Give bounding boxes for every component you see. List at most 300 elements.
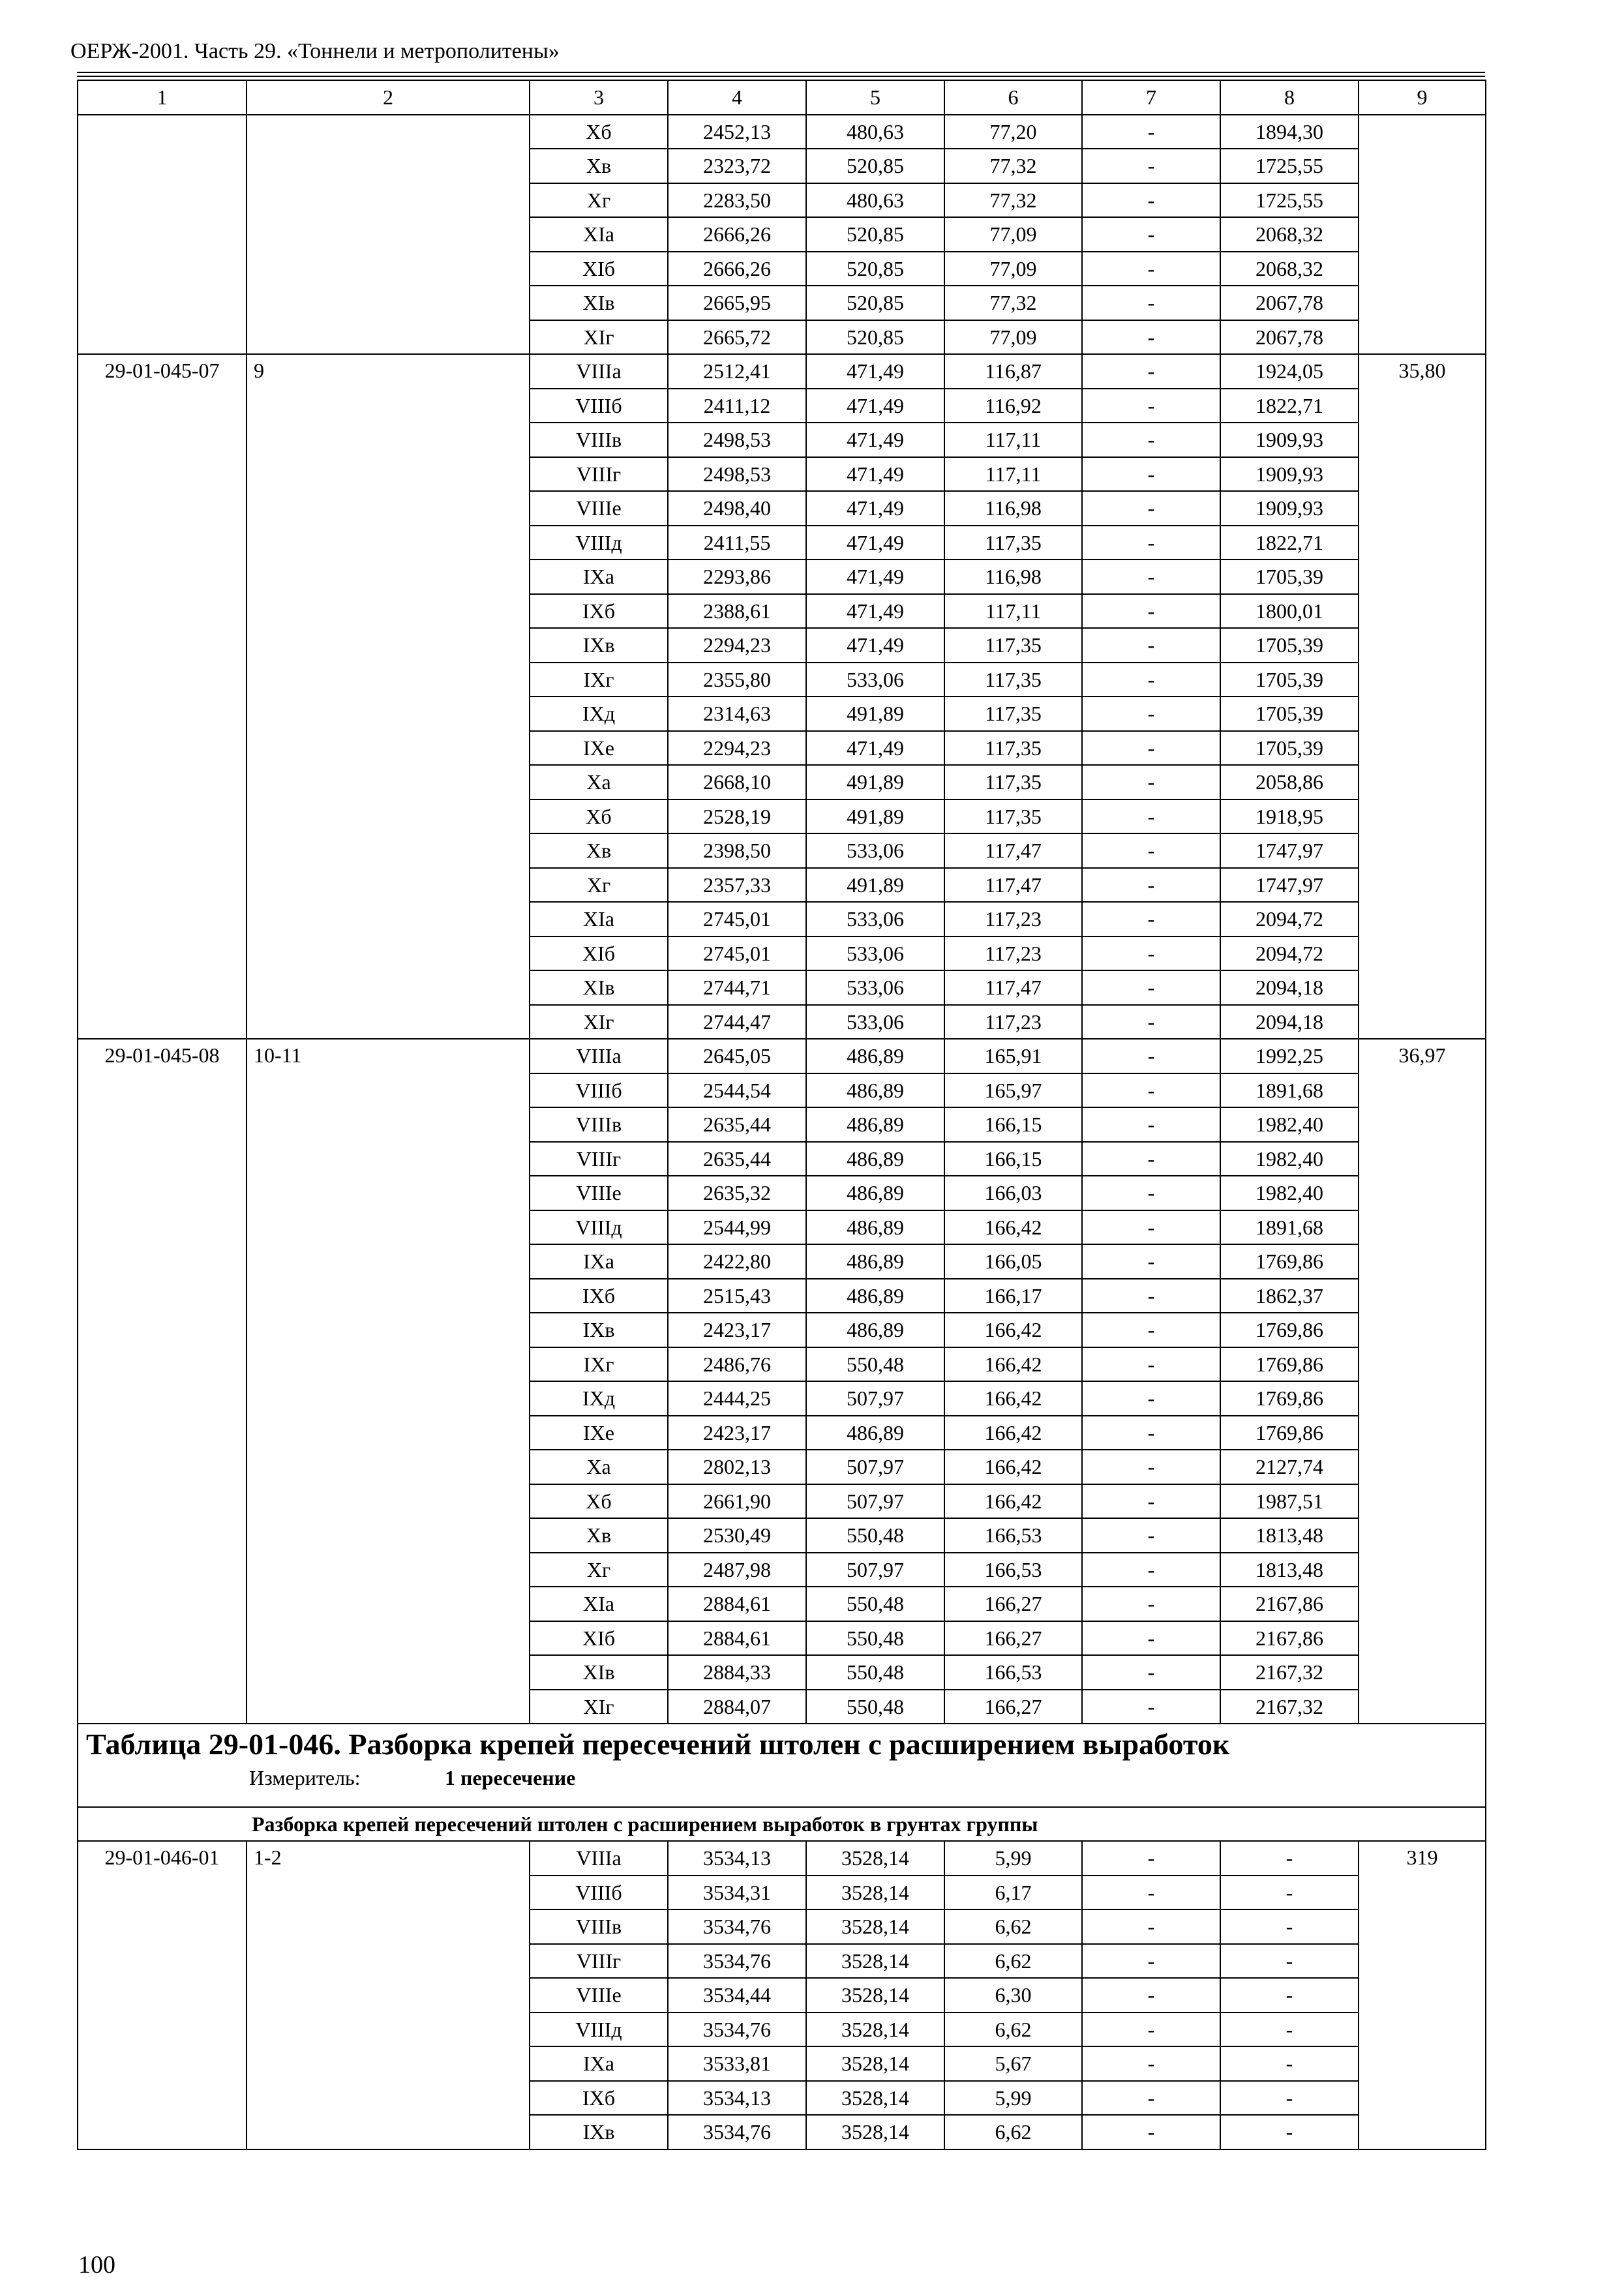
machine-cost-cell: 117,23 <box>944 936 1082 971</box>
group-param-cell: 10-11 <box>247 1039 530 1724</box>
total-cost-cell: 2411,55 <box>668 526 806 560</box>
materials-cell: 1747,97 <box>1220 868 1359 903</box>
machine-cost-cell: 116,98 <box>944 560 1082 594</box>
machinist-wages-cell: - <box>1082 1005 1220 1040</box>
soil-category-cell: IXв <box>530 2115 668 2149</box>
soil-category-cell: Xа <box>530 1450 668 1484</box>
machinist-wages-cell: - <box>1082 1553 1220 1587</box>
materials-cell: 1918,95 <box>1220 800 1359 834</box>
machine-cost-cell: 6,30 <box>944 1978 1082 2012</box>
soil-category-cell: XIв <box>530 286 668 320</box>
machine-cost-cell: 5,99 <box>944 1841 1082 1876</box>
soil-category-cell: VIIIе <box>530 491 668 526</box>
total-cost-cell: 2665,95 <box>668 286 806 320</box>
soil-category-cell: VIIIд <box>530 526 668 560</box>
materials-cell: 2058,86 <box>1220 765 1359 800</box>
machinist-wages-cell: - <box>1082 1347 1220 1382</box>
table-title-row <box>78 1724 1486 1807</box>
wages-cell: 550,48 <box>806 1518 944 1553</box>
wages-cell: 520,85 <box>806 320 944 355</box>
materials-cell: 1894,30 <box>1220 115 1359 149</box>
wages-cell: 3528,14 <box>806 1909 944 1944</box>
wages-cell: 507,97 <box>806 1484 944 1519</box>
total-cost-cell: 2661,90 <box>668 1484 806 1519</box>
total-cost-cell: 2544,54 <box>668 1073 806 1108</box>
total-cost-cell: 2668,10 <box>668 765 806 800</box>
total-cost-cell: 2355,80 <box>668 663 806 697</box>
group-heading: Разборка крепей пересечений штолен с расширением выработок в грунтах группы <box>78 1807 1486 1841</box>
wages-cell: 550,48 <box>806 1587 944 1621</box>
machinist-wages-cell: - <box>1082 2046 1220 2081</box>
wages-cell: 533,06 <box>806 936 944 971</box>
machinist-wages-cell: - <box>1082 354 1220 389</box>
wages-cell: 471,49 <box>806 594 944 629</box>
machine-cost-cell: 5,99 <box>944 2081 1082 2116</box>
total-cost-cell: 2323,72 <box>668 149 806 183</box>
column-number: 1 <box>78 80 247 115</box>
machinist-wages-cell: - <box>1082 217 1220 252</box>
machinist-wages-cell: - <box>1082 1073 1220 1108</box>
soil-category-cell: Xв <box>530 149 668 183</box>
machine-cost-cell: 166,42 <box>944 1484 1082 1519</box>
total-cost-cell: 2884,07 <box>668 1690 806 1724</box>
materials-cell: 1909,93 <box>1220 457 1359 492</box>
total-cost-cell: 2745,01 <box>668 936 806 971</box>
column-number: 5 <box>806 80 944 115</box>
machinist-wages-cell: - <box>1082 1841 1220 1876</box>
group-param-cell: 9 <box>247 354 530 1039</box>
machinist-wages-cell: - <box>1082 1909 1220 1944</box>
soil-category-cell: VIIIд <box>530 2012 668 2047</box>
machine-cost-cell: 166,42 <box>944 1347 1082 1382</box>
machine-cost-cell: 166,17 <box>944 1279 1082 1313</box>
machine-cost-cell: 166,53 <box>944 1655 1082 1690</box>
machinist-wages-cell: - <box>1082 800 1220 834</box>
total-cost-cell: 2744,71 <box>668 970 806 1005</box>
machine-cost-cell: 117,23 <box>944 902 1082 936</box>
soil-category-cell: VIIIв <box>530 1909 668 1944</box>
machine-cost-cell: 117,47 <box>944 970 1082 1005</box>
wages-cell: 520,85 <box>806 149 944 183</box>
soil-category-cell: IXв <box>530 1313 668 1347</box>
machine-cost-cell: 117,23 <box>944 1005 1082 1040</box>
machine-cost-cell: 166,27 <box>944 1690 1082 1724</box>
soil-category-cell: IXг <box>530 1347 668 1382</box>
machinist-wages-cell: - <box>1082 1244 1220 1279</box>
machinist-wages-cell: - <box>1082 457 1220 492</box>
column-number: 2 <box>247 80 530 115</box>
meter-label: Измеритель: <box>249 1766 361 1789</box>
wages-cell: 471,49 <box>806 560 944 594</box>
wages-cell: 3528,14 <box>806 2046 944 2081</box>
soil-category-cell: IXв <box>530 628 668 663</box>
total-cost-cell: 2423,17 <box>668 1416 806 1450</box>
group-value-cell: 36,97 <box>1359 1039 1486 1724</box>
machine-cost-cell: 117,47 <box>944 833 1082 868</box>
machine-cost-cell: 166,27 <box>944 1621 1082 1656</box>
machine-cost-cell: 166,05 <box>944 1244 1082 1279</box>
machine-cost-cell: 77,09 <box>944 320 1082 355</box>
machinist-wages-cell: - <box>1082 696 1220 731</box>
materials-cell: - <box>1220 2012 1359 2047</box>
soil-category-cell: IXа <box>530 560 668 594</box>
wages-cell: 507,97 <box>806 1450 944 1484</box>
materials-cell: 1909,93 <box>1220 491 1359 526</box>
wages-cell: 486,89 <box>806 1107 944 1142</box>
wages-cell: 533,06 <box>806 1005 944 1040</box>
wages-cell: 471,49 <box>806 389 944 423</box>
soil-category-cell: IXб <box>530 594 668 629</box>
materials-cell: 2067,78 <box>1220 320 1359 355</box>
group-value-cell: 319 <box>1359 1841 1486 2149</box>
materials-cell: 1725,55 <box>1220 183 1359 218</box>
meter-line <box>86 1767 1485 1788</box>
materials-cell: 1705,39 <box>1220 560 1359 594</box>
wages-cell: 3528,14 <box>806 2012 944 2047</box>
machine-cost-cell: 116,98 <box>944 491 1082 526</box>
total-cost-cell: 2314,63 <box>668 696 806 731</box>
materials-cell: 1822,71 <box>1220 526 1359 560</box>
soil-category-cell: Xа <box>530 765 668 800</box>
machinist-wages-cell: - <box>1082 1313 1220 1347</box>
wages-cell: 486,89 <box>806 1313 944 1347</box>
soil-category-cell: VIIIа <box>530 1039 668 1073</box>
machinist-wages-cell: - <box>1082 1176 1220 1210</box>
wages-cell: 486,89 <box>806 1039 944 1073</box>
soil-category-cell: IXа <box>530 2046 668 2081</box>
wages-cell: 3528,14 <box>806 1876 944 1910</box>
soil-category-cell: IXа <box>530 1244 668 1279</box>
machine-cost-cell: 166,53 <box>944 1518 1082 1553</box>
soil-category-cell: XIб <box>530 936 668 971</box>
total-cost-cell: 3534,44 <box>668 1978 806 2012</box>
materials-cell: - <box>1220 1978 1359 2012</box>
machine-cost-cell: 6,62 <box>944 1944 1082 1979</box>
machinist-wages-cell: - <box>1082 1944 1220 1979</box>
header-rule <box>77 72 1485 73</box>
wages-cell: 533,06 <box>806 970 944 1005</box>
machine-cost-cell: 166,42 <box>944 1313 1082 1347</box>
machine-cost-cell: 166,15 <box>944 1107 1082 1142</box>
materials-cell: 1705,39 <box>1220 696 1359 731</box>
wages-cell: 507,97 <box>806 1553 944 1587</box>
materials-cell: 1769,86 <box>1220 1244 1359 1279</box>
total-cost-cell: 2744,47 <box>668 1005 806 1040</box>
materials-cell: - <box>1220 2046 1359 2081</box>
column-number-row <box>78 80 1486 115</box>
wages-cell: 3528,14 <box>806 1978 944 2012</box>
machine-cost-cell: 116,87 <box>944 354 1082 389</box>
total-cost-cell: 2486,76 <box>668 1347 806 1382</box>
total-cost-cell: 3534,76 <box>668 2115 806 2149</box>
machinist-wages-cell: - <box>1082 2012 1220 2047</box>
soil-category-cell: Xг <box>530 1553 668 1587</box>
total-cost-cell: 2388,61 <box>668 594 806 629</box>
materials-cell: 2067,78 <box>1220 286 1359 320</box>
machinist-wages-cell: - <box>1082 663 1220 697</box>
total-cost-cell: 2498,53 <box>668 457 806 492</box>
materials-cell: 1800,01 <box>1220 594 1359 629</box>
wages-cell: 3528,14 <box>806 2081 944 2116</box>
machine-cost-cell: 117,35 <box>944 663 1082 697</box>
rate-code-cell: 29-01-046-01 <box>78 1841 247 2149</box>
soil-category-cell: VIIIв <box>530 1107 668 1142</box>
machine-cost-cell: 117,35 <box>944 628 1082 663</box>
materials-cell: 2167,86 <box>1220 1587 1359 1621</box>
total-cost-cell: 2802,13 <box>668 1450 806 1484</box>
soil-category-cell: VIIIа <box>530 1841 668 1876</box>
soil-category-cell: IXе <box>530 731 668 766</box>
soil-category-cell: XIа <box>530 1587 668 1621</box>
materials-cell: 1747,97 <box>1220 833 1359 868</box>
wages-cell: 520,85 <box>806 286 944 320</box>
total-cost-cell: 3534,31 <box>668 1876 806 1910</box>
wages-cell: 3528,14 <box>806 1944 944 1979</box>
machine-cost-cell: 6,17 <box>944 1876 1082 1910</box>
soil-category-cell: XIг <box>530 320 668 355</box>
soil-category-cell: Xг <box>530 868 668 903</box>
materials-cell: 1769,86 <box>1220 1416 1359 1450</box>
machine-cost-cell: 117,11 <box>944 594 1082 629</box>
total-cost-cell: 2487,98 <box>668 1553 806 1587</box>
total-cost-cell: 2283,50 <box>668 183 806 218</box>
machine-cost-cell: 117,35 <box>944 526 1082 560</box>
soil-category-cell: Xг <box>530 183 668 218</box>
materials-cell: 2167,32 <box>1220 1690 1359 1724</box>
total-cost-cell: 3534,76 <box>668 2012 806 2047</box>
machinist-wages-cell: - <box>1082 731 1220 766</box>
page-number: 100 <box>78 2251 115 2279</box>
machine-cost-cell: 77,20 <box>944 115 1082 149</box>
table-body <box>78 80 1486 2149</box>
materials-cell: 1862,37 <box>1220 1279 1359 1313</box>
materials-cell: 1705,39 <box>1220 663 1359 697</box>
table-title-cell <box>78 1724 1486 1807</box>
column-number: 6 <box>944 80 1082 115</box>
machine-cost-cell: 5,67 <box>944 2046 1082 2081</box>
wages-cell: 480,63 <box>806 115 944 149</box>
wages-cell: 471,49 <box>806 354 944 389</box>
wages-cell: 550,48 <box>806 1347 944 1382</box>
wages-cell: 471,49 <box>806 526 944 560</box>
total-cost-cell: 2530,49 <box>668 1518 806 1553</box>
soil-category-cell: VIIIг <box>530 457 668 492</box>
total-cost-cell: 2294,23 <box>668 628 806 663</box>
materials-cell: 1891,68 <box>1220 1073 1359 1108</box>
machine-cost-cell: 77,09 <box>944 252 1082 286</box>
materials-cell: - <box>1220 1909 1359 1944</box>
machinist-wages-cell: - <box>1082 1621 1220 1656</box>
materials-cell: 1891,68 <box>1220 1210 1359 1245</box>
machinist-wages-cell: - <box>1082 286 1220 320</box>
page-header: ОЕРЖ-2001. Часть 29. «Тоннели и метрополитены» <box>70 39 560 63</box>
wages-cell: 486,89 <box>806 1416 944 1450</box>
machinist-wages-cell: - <box>1082 149 1220 183</box>
machinist-wages-cell: - <box>1082 423 1220 457</box>
wages-cell: 491,89 <box>806 765 944 800</box>
machinist-wages-cell: - <box>1082 1484 1220 1519</box>
rates-table <box>77 80 1486 2150</box>
materials-cell: 1982,40 <box>1220 1107 1359 1142</box>
total-cost-cell: 2411,12 <box>668 389 806 423</box>
machine-cost-cell: 77,32 <box>944 286 1082 320</box>
machinist-wages-cell: - <box>1082 594 1220 629</box>
table-row <box>78 115 1486 149</box>
materials-cell: 1924,05 <box>1220 354 1359 389</box>
soil-category-cell: VIIIг <box>530 1944 668 1979</box>
total-cost-cell: 2884,33 <box>668 1655 806 1690</box>
soil-category-cell: VIIIд <box>530 1210 668 1245</box>
materials-cell: 1813,48 <box>1220 1553 1359 1587</box>
machine-cost-cell: 166,42 <box>944 1210 1082 1245</box>
materials-cell: 1705,39 <box>1220 628 1359 663</box>
materials-cell: - <box>1220 2081 1359 2116</box>
materials-cell: 2068,32 <box>1220 252 1359 286</box>
machinist-wages-cell: - <box>1082 970 1220 1005</box>
materials-cell: 1982,40 <box>1220 1176 1359 1210</box>
machine-cost-cell: 165,97 <box>944 1073 1082 1108</box>
wages-cell: 533,06 <box>806 902 944 936</box>
wages-cell: 550,48 <box>806 1655 944 1690</box>
total-cost-cell: 2544,99 <box>668 1210 806 1245</box>
materials-cell: 1769,86 <box>1220 1381 1359 1416</box>
machinist-wages-cell: - <box>1082 628 1220 663</box>
column-number: 7 <box>1082 80 1220 115</box>
machine-cost-cell: 166,42 <box>944 1450 1082 1484</box>
total-cost-cell: 2635,44 <box>668 1142 806 1176</box>
soil-category-cell: VIIIб <box>530 1876 668 1910</box>
machinist-wages-cell: - <box>1082 1978 1220 2012</box>
soil-category-cell: IXб <box>530 1279 668 1313</box>
total-cost-cell: 2515,43 <box>668 1279 806 1313</box>
machine-cost-cell: 116,92 <box>944 389 1082 423</box>
table-row <box>78 354 1486 389</box>
machine-cost-cell: 166,27 <box>944 1587 1082 1621</box>
machinist-wages-cell: - <box>1082 2115 1220 2149</box>
total-cost-cell: 2884,61 <box>668 1587 806 1621</box>
machine-cost-cell: 166,15 <box>944 1142 1082 1176</box>
meter-value: 1 пересечение <box>445 1766 576 1789</box>
soil-category-cell: XIа <box>530 902 668 936</box>
soil-category-cell: IXд <box>530 1381 668 1416</box>
wages-cell: 486,89 <box>806 1073 944 1108</box>
machinist-wages-cell: - <box>1082 1381 1220 1416</box>
materials-cell: 1822,71 <box>1220 389 1359 423</box>
soil-category-cell: VIIIв <box>530 423 668 457</box>
materials-cell: 2094,18 <box>1220 1005 1359 1040</box>
machinist-wages-cell: - <box>1082 389 1220 423</box>
materials-cell: 2068,32 <box>1220 217 1359 252</box>
soil-category-cell: VIIIг <box>530 1142 668 1176</box>
machine-cost-cell: 166,53 <box>944 1553 1082 1587</box>
materials-cell: 2094,18 <box>1220 970 1359 1005</box>
machinist-wages-cell: - <box>1082 1690 1220 1724</box>
wages-cell: 471,49 <box>806 731 944 766</box>
column-number: 3 <box>530 80 668 115</box>
total-cost-cell: 2423,17 <box>668 1313 806 1347</box>
machine-cost-cell: 6,62 <box>944 2012 1082 2047</box>
soil-category-cell: Xб <box>530 1484 668 1519</box>
wages-cell: 491,89 <box>806 800 944 834</box>
soil-category-cell: VIIIб <box>530 1073 668 1108</box>
soil-category-cell: Xб <box>530 115 668 149</box>
machinist-wages-cell: - <box>1082 1655 1220 1690</box>
soil-category-cell: IXб <box>530 2081 668 2116</box>
wages-cell: 520,85 <box>806 217 944 252</box>
machinist-wages-cell: - <box>1082 765 1220 800</box>
soil-category-cell: XIв <box>530 970 668 1005</box>
materials-cell: - <box>1220 1841 1359 1876</box>
empty-cell <box>247 115 530 355</box>
table-row <box>78 1841 1486 1876</box>
machine-cost-cell: 77,32 <box>944 183 1082 218</box>
materials-cell: 1769,86 <box>1220 1313 1359 1347</box>
machinist-wages-cell: - <box>1082 526 1220 560</box>
total-cost-cell: 2444,25 <box>668 1381 806 1416</box>
machinist-wages-cell: - <box>1082 1450 1220 1484</box>
soil-category-cell: Xв <box>530 1518 668 1553</box>
total-cost-cell: 2884,61 <box>668 1621 806 1656</box>
total-cost-cell: 3534,76 <box>668 1944 806 1979</box>
materials-cell: 1769,86 <box>1220 1347 1359 1382</box>
total-cost-cell: 2635,32 <box>668 1176 806 1210</box>
machine-cost-cell: 166,42 <box>944 1381 1082 1416</box>
total-cost-cell: 3534,13 <box>668 1841 806 1876</box>
materials-cell: - <box>1220 2115 1359 2149</box>
total-cost-cell: 3534,13 <box>668 2081 806 2116</box>
machine-cost-cell: 117,35 <box>944 696 1082 731</box>
soil-category-cell: IXд <box>530 696 668 731</box>
soil-category-cell: Xв <box>530 833 668 868</box>
wages-cell: 533,06 <box>806 833 944 868</box>
soil-category-cell: XIа <box>530 217 668 252</box>
materials-cell: 2167,86 <box>1220 1621 1359 1656</box>
materials-cell: 1705,39 <box>1220 731 1359 766</box>
total-cost-cell: 2498,53 <box>668 423 806 457</box>
total-cost-cell: 2422,80 <box>668 1244 806 1279</box>
empty-cell <box>1359 115 1486 355</box>
wages-cell: 533,06 <box>806 663 944 697</box>
materials-cell: 1992,25 <box>1220 1039 1359 1073</box>
wages-cell: 486,89 <box>806 1142 944 1176</box>
machine-cost-cell: 166,03 <box>944 1176 1082 1210</box>
machine-cost-cell: 77,09 <box>944 217 1082 252</box>
machinist-wages-cell: - <box>1082 1039 1220 1073</box>
materials-cell: - <box>1220 1944 1359 1979</box>
wages-cell: 491,89 <box>806 868 944 903</box>
machinist-wages-cell: - <box>1082 1107 1220 1142</box>
machinist-wages-cell: - <box>1082 1876 1220 1910</box>
machinist-wages-cell: - <box>1082 833 1220 868</box>
table-title: Таблица 29-01-046. Разборка крепей пересечений штолен с расширением выработок <box>86 1728 1230 1761</box>
total-cost-cell: 2645,05 <box>668 1039 806 1073</box>
group-heading-row <box>78 1807 1486 1841</box>
soil-category-cell: VIIIе <box>530 1978 668 2012</box>
total-cost-cell: 2452,13 <box>668 115 806 149</box>
machinist-wages-cell: - <box>1082 560 1220 594</box>
rate-code-cell: 29-01-045-08 <box>78 1039 247 1724</box>
column-number: 9 <box>1359 80 1486 115</box>
total-cost-cell: 2666,26 <box>668 252 806 286</box>
machine-cost-cell: 117,35 <box>944 731 1082 766</box>
wages-cell: 507,97 <box>806 1381 944 1416</box>
machine-cost-cell: 117,11 <box>944 457 1082 492</box>
materials-cell: 1813,48 <box>1220 1518 1359 1553</box>
materials-cell: 1987,51 <box>1220 1484 1359 1519</box>
machine-cost-cell: 117,11 <box>944 423 1082 457</box>
machinist-wages-cell: - <box>1082 1518 1220 1553</box>
soil-category-cell: XIб <box>530 1621 668 1656</box>
